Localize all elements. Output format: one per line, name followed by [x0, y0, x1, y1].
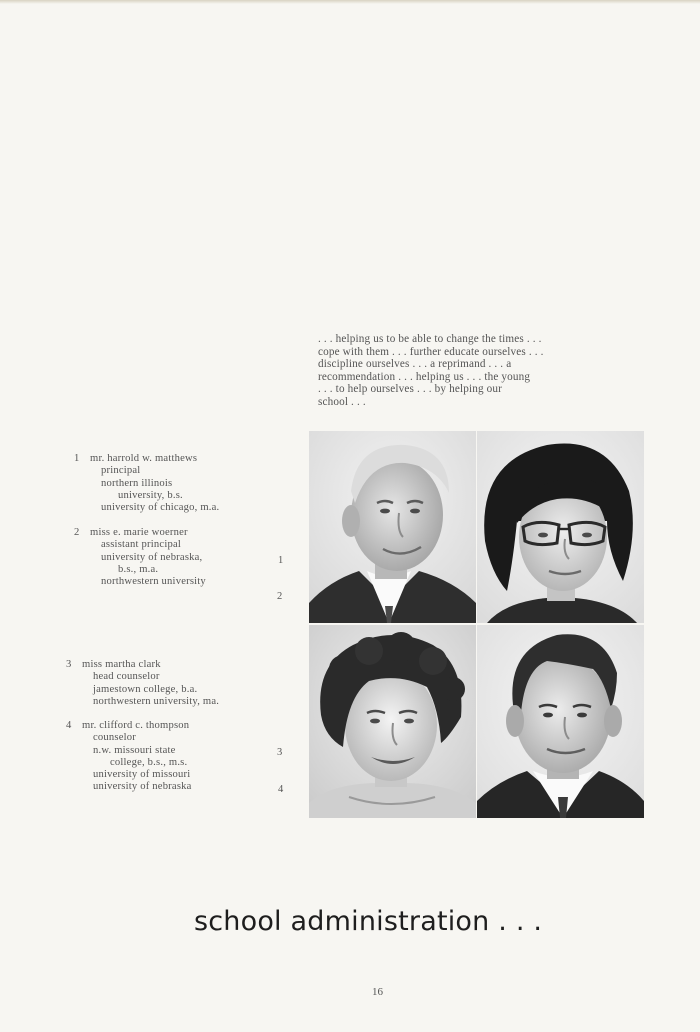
portrait-photo-2	[477, 431, 644, 623]
photo-number-4: 4	[278, 784, 284, 795]
staff-education: northwestern university, ma.	[93, 695, 220, 707]
staff-bio-1	[74, 453, 274, 514]
staff-title: counselor	[93, 732, 136, 744]
staff-education: university of nebraska,	[101, 551, 203, 563]
staff-bio-2	[74, 527, 274, 588]
intro-line: . . . helping us to be able to change the times . . .	[318, 333, 542, 345]
staff-title: principal	[101, 465, 141, 477]
staff-bio-number: 1	[74, 453, 80, 464]
staff-title: assistant principal	[101, 539, 181, 551]
intro-line: . . . to help ourselves . . . by helping our	[318, 383, 503, 396]
staff-title: head counselor	[93, 671, 160, 683]
intro-line: discipline ourselves . . . a reprimand . . . a	[318, 358, 512, 371]
staff-bio-number: 3	[66, 659, 72, 670]
page-number: 16	[372, 986, 383, 998]
staff-education: b.s., m.a.	[118, 563, 159, 575]
staff-bio-4	[66, 720, 266, 794]
staff-bio-3	[66, 659, 266, 708]
section-title: school administration . . .	[194, 906, 543, 937]
staff-education: northern illinois	[101, 477, 173, 489]
staff-education: university of nebraska	[93, 781, 192, 793]
staff-education: college, b.s., m.s.	[110, 756, 188, 768]
intro-line: school . . .	[318, 395, 366, 408]
staff-education: jamestown college, b.a.	[93, 683, 198, 695]
intro-line: cope with them . . . further educate ourselves . . .	[318, 345, 544, 358]
staff-bio-number: 4	[66, 720, 72, 731]
intro-paragraph	[318, 333, 618, 409]
staff-education: n.w. missouri state	[93, 744, 176, 756]
staff-bio-number: 2	[74, 527, 80, 538]
staff-education: northwestern university	[101, 576, 206, 588]
portrait-photo-4	[477, 625, 644, 818]
staff-name: mr. clifford c. thompson	[82, 720, 190, 731]
staff-name: miss martha clark	[82, 659, 161, 670]
staff-education: university of missouri	[93, 769, 191, 781]
staff-education: university of chicago, m.a.	[101, 502, 220, 514]
photo-number-1: 1	[278, 555, 284, 566]
portrait-photo-1	[309, 431, 476, 623]
staff-name: miss e. marie woerner	[90, 527, 188, 538]
staff-name: mr. harrold w. matthews	[90, 453, 198, 464]
intro-line: recommendation . . . helping us . . . the young	[318, 370, 531, 383]
photo-number-3: 3	[277, 747, 283, 758]
portrait-photo-3	[309, 625, 476, 818]
page-top-edge	[0, 0, 700, 4]
staff-education: university, b.s.	[118, 489, 183, 501]
photo-number-2: 2	[277, 591, 283, 602]
